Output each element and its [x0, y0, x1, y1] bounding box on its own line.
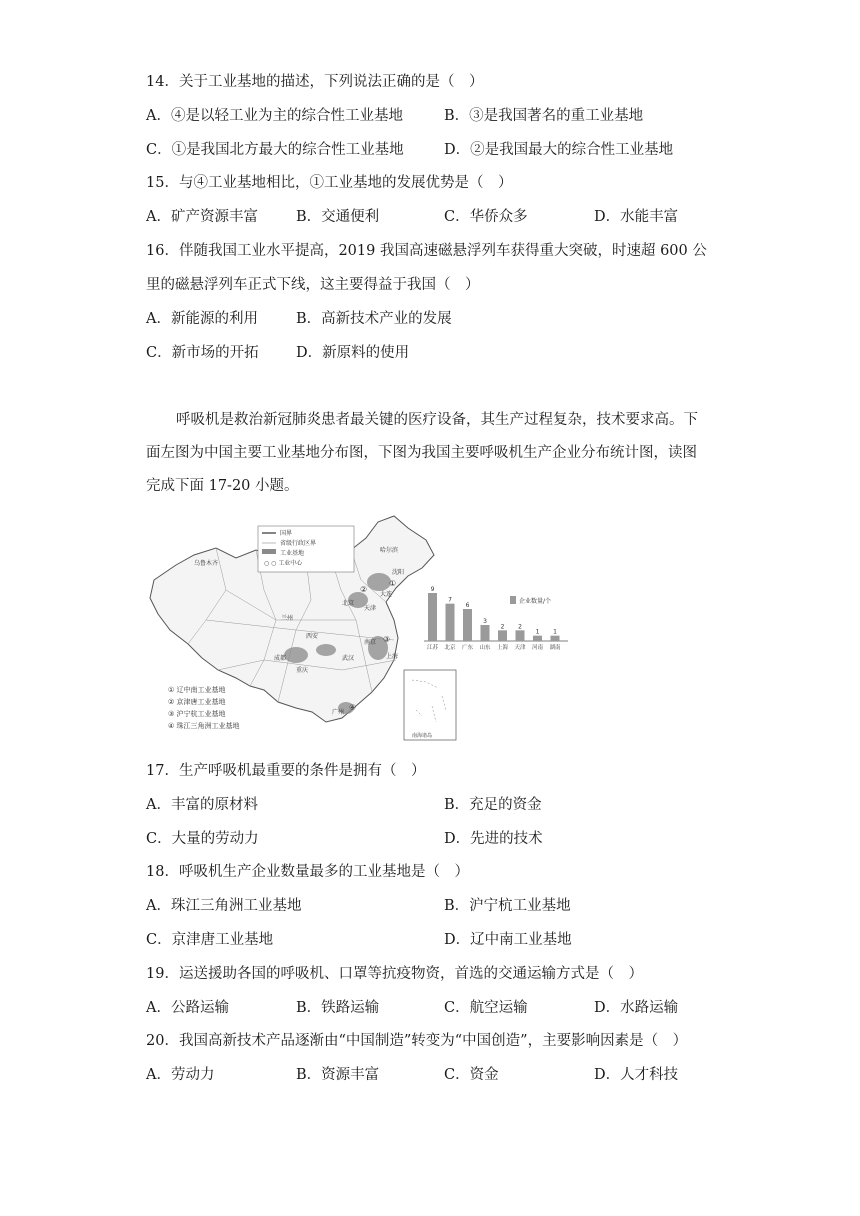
q17-stem: 17．生产呼吸机最重要的条件是拥有（ ） [146, 763, 426, 779]
label-chengdu: 成都 [274, 655, 287, 662]
label-xian: 西安 [306, 633, 319, 640]
chart-data-label-1: 7 [448, 596, 452, 604]
label-beijing: 北京 [342, 600, 355, 607]
q16-option-a: A．新能源的利用 [146, 311, 258, 327]
chart-category-label-4: 上海 [496, 645, 509, 651]
legend-national-border: 国界 [280, 530, 293, 537]
q14-option-b: B．③是我国著名的重工业基地 [444, 108, 644, 124]
south-china-sea-inset [404, 670, 456, 740]
q14-option-c: C．①是我国北方最大的综合性工业基地 [146, 142, 404, 158]
q19-stem: 19．运送援助各国的呼吸机、口罩等抗疫物资，首选的交通运输方式是（ ） [146, 966, 643, 982]
q16-stem-line1: 16．伴随我国工业水平提高，2019 我国高速磁悬浮列车获得重大突破，时速超 600 公 [146, 243, 707, 259]
legend-industrial-base: 工业基地 [280, 550, 305, 557]
q17-option-c: C．大量的劳动力 [146, 831, 259, 847]
q15-option-b: B．交通便利 [296, 209, 380, 225]
q20-stem: 20．我国高新技术产品逐渐由“中国制造”转变为“中国创造”，主要影响因素是（ ） [146, 1033, 688, 1049]
label-shanghai: 上海 [386, 653, 399, 660]
label-wuhan: 武汉 [342, 655, 355, 662]
figure-map-and-chart [146, 510, 576, 745]
q16-option-c: C．新市场的开拓 [146, 345, 259, 361]
q15-option-d: D．水能丰富 [594, 209, 679, 225]
label-urumqi: 乌鲁木齐 [194, 560, 219, 567]
label-nanjing: 南京 [364, 639, 377, 646]
base-list-1: ① 辽中南工业基地 [168, 686, 226, 694]
legend-industrial-center: ○ ○ 工业中心 [264, 560, 303, 567]
chart-data-label-3: 3 [483, 618, 487, 625]
base-list-2: ② 京津唐工业基地 [168, 698, 226, 706]
q15-option-c: C．华侨众多 [444, 209, 528, 225]
label-harbin: 哈尔滨 [380, 547, 399, 554]
chart-data-label-4: 2 [500, 623, 505, 631]
chart-bar-3 [481, 625, 490, 641]
q19-option-d: D．水路运输 [594, 1000, 679, 1016]
chart-data-label-7: 1 [553, 628, 557, 636]
chart-data-label-5: 2 [518, 623, 522, 631]
q19-option-c: C．航空运输 [444, 1000, 528, 1016]
q18-stem: 18．呼吸机生产企业数量最多的工业基地是（ ） [146, 864, 469, 880]
marker-4: ④ [349, 703, 357, 712]
label-tianjin: 天津 [364, 605, 377, 612]
base-list-3: ③ 沪宁杭工业基地 [168, 710, 226, 718]
figure-svg [146, 510, 576, 745]
q16-option-b: B．高新技术产业的发展 [296, 311, 452, 327]
q20-option-a: A．劳动力 [146, 1067, 215, 1083]
chart-bar-1 [446, 604, 455, 641]
q19-option-a: A．公路运输 [146, 1000, 229, 1016]
legend-provincial-border: 省级行政区界 [280, 540, 317, 547]
label-guangzhou: 广州 [332, 709, 345, 716]
chart-bar-6 [533, 636, 542, 641]
q19-option-b: B．铁路运输 [296, 1000, 380, 1016]
q17-option-d: D．先进的技术 [444, 831, 543, 847]
marker-3: ③ [383, 635, 391, 644]
q20-option-b: B．资源丰富 [296, 1067, 380, 1083]
q17-option-a: A．丰富的原材料 [146, 797, 258, 813]
chart-category-label-6: 河南 [531, 645, 544, 651]
chart-data-label-6: 1 [535, 628, 540, 636]
chart-legend-label: 企业数量/个 [519, 598, 552, 605]
intro-line2: 面左图为中国主要工业基地分布图，下图为我国主要呼吸机生产企业分布统计图，读图 [146, 445, 697, 461]
q15-stem: 15．与④工业基地相比，①工业基地的发展优势是（ ） [146, 175, 513, 191]
ventilator-enterprise-bar-chart [424, 586, 568, 651]
marker-2: ② [360, 585, 368, 594]
base-list [168, 685, 240, 730]
label-chongqing: 重庆 [296, 667, 309, 674]
chart-category-label-2: 广东 [461, 645, 474, 651]
q17-option-b: B．充足的资金 [444, 797, 542, 813]
q16-stem-line2: 里的磁悬浮列车正式下线，这主要得益于我国（ ） [146, 277, 480, 293]
q15-option-a: A．矿产资源丰富 [146, 209, 258, 225]
q18-option-a: A．珠江三角洲工业基地 [146, 898, 302, 914]
chart-category-label-5: 天津 [514, 645, 526, 651]
chart-data-label-0: 9 [430, 586, 435, 593]
label-lanzhou: 兰州 [281, 615, 294, 622]
intro-line3: 完成下面 17-20 小题。 [146, 478, 299, 494]
chart-category-label-3: 山东 [479, 645, 491, 651]
q14-option-d: D．②是我国最大的综合性工业基地 [444, 142, 674, 158]
q14-option-a: A．④是以轻工业为主的综合性工业基地 [146, 108, 403, 124]
chart-legend-swatch [510, 596, 516, 604]
chart-bar-4 [498, 630, 507, 641]
q18-option-d: D．辽中南工业基地 [444, 932, 572, 948]
marker-1: ① [389, 579, 397, 588]
inset-label: 南海诸岛 [412, 733, 433, 739]
chart-bar-2 [463, 609, 472, 641]
q16-option-d: D．新原料的使用 [296, 345, 410, 361]
chart-category-label-1: 北京 [444, 645, 456, 651]
chart-category-label-0: 江苏 [426, 645, 439, 651]
chart-bar-0 [428, 593, 437, 641]
label-dalian: 大连 [380, 591, 393, 598]
chart-bar-5 [516, 630, 525, 641]
chart-bar-7 [551, 636, 560, 641]
map-legend [258, 526, 354, 572]
base-list-4: ④ 珠江三角洲工业基地 [168, 722, 240, 730]
intro-line1: 呼吸机是救治新冠肺炎患者最关键的医疗设备，其生产过程复杂，技术要求高。下 [176, 412, 698, 428]
q14-stem: 14．关于工业基地的描述，下列说法正确的是（ ） [146, 74, 484, 90]
chart-data-label-2: 6 [465, 602, 470, 609]
q20-option-d: D．人才科技 [594, 1067, 679, 1083]
chart-category-label-7: 湖南 [549, 645, 561, 651]
label-shenyang: 沈阳 [392, 569, 405, 576]
q20-option-c: C．资金 [444, 1067, 499, 1083]
q18-option-c: C．京津唐工业基地 [146, 932, 274, 948]
q18-option-b: B．沪宁杭工业基地 [444, 898, 571, 914]
